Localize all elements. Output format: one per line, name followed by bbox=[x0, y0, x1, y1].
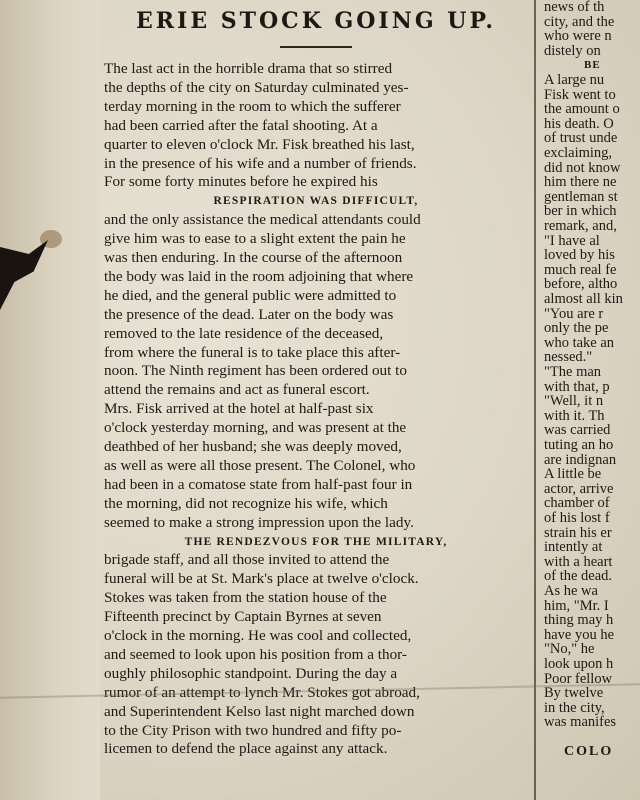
fragment-line: ber in which bbox=[544, 203, 617, 220]
article-line: and the only assistance the medical attendants could bbox=[104, 211, 421, 229]
article-line: terday morning in the room to which the sufferer bbox=[104, 97, 401, 115]
article-line: funeral will be at St. Mark's place at twelve o'clock. bbox=[104, 570, 419, 588]
fragment-line: tuting an ho bbox=[544, 437, 614, 453]
fragment-line: intently at bbox=[544, 539, 603, 556]
article-line: The last act in the horrible drama that so stirred bbox=[104, 60, 393, 77]
fragment-line: nessed." bbox=[544, 349, 593, 366]
fragment-line: strain his er bbox=[544, 524, 612, 541]
article-line: as well as were all those present. The Colonel, who bbox=[104, 456, 416, 474]
article-line: in the presence of his wife and a number of friends. bbox=[104, 154, 417, 172]
article-line: rumor of an attempt to lynch Mr. Stokes got abroad, bbox=[104, 683, 420, 701]
article-line: to the City Prison with two hundred and fifty po- bbox=[104, 721, 402, 739]
fragment-line: gentleman st bbox=[544, 188, 618, 205]
fragment-line: with that, p bbox=[544, 378, 610, 395]
fragment-line: chamber of bbox=[544, 495, 610, 512]
article-line: licemen to defend the place against any attack. bbox=[104, 740, 388, 758]
fragment-line: look upon h bbox=[544, 656, 614, 672]
fragment-line: By twelve bbox=[544, 685, 604, 702]
fragment-line: with it. Th bbox=[544, 407, 605, 424]
fragment-line: of his lost f bbox=[544, 510, 610, 526]
fragment-line: "I have al bbox=[544, 232, 600, 249]
article-line: quarter to eleven o'clock Mr. Fisk breathed his last, bbox=[104, 135, 415, 153]
fragment-line: did not know bbox=[544, 159, 621, 176]
fragment-line: Fisk went to bbox=[544, 86, 616, 103]
fragment-line: loved by his bbox=[544, 247, 615, 264]
fragment-line: exclaiming, bbox=[544, 145, 613, 161]
fragment-line: in the city, bbox=[544, 699, 605, 716]
article-line: seemed to make a strong impression upon the lady. bbox=[104, 513, 414, 531]
fragment-subhead: BE bbox=[584, 59, 601, 72]
fragment-line: remark, and, bbox=[544, 218, 617, 234]
main-article-column bbox=[104, 0, 528, 800]
article-line: oughly philosophic standpoint. During the day a bbox=[104, 664, 398, 682]
article-line: he died, and the general public were admitted to bbox=[104, 286, 397, 304]
article-line: had been in a comatose state from half-past four in bbox=[104, 475, 413, 493]
fragment-line: actor, arrive bbox=[544, 480, 614, 497]
fragment-line: only the pe bbox=[544, 320, 609, 337]
fragment-line: the amount o bbox=[544, 101, 620, 118]
article-subhead: THE RENDEZVOUS FOR THE MILITARY, bbox=[184, 535, 448, 548]
article-headline: ERIE STOCK GOING UP. bbox=[135, 8, 497, 34]
article-line: attend the remains and act as funeral escort. bbox=[104, 381, 370, 399]
article-line: Stokes was taken from the station house of the bbox=[104, 589, 387, 607]
fragment-line: distely on bbox=[544, 42, 601, 59]
fragment-line: "The man bbox=[544, 364, 602, 380]
fragment-line: him, "Mr. I bbox=[544, 597, 609, 614]
fragment-line: "Well, it n bbox=[544, 393, 604, 410]
article-line: brigade staff, and all those invited to attend the bbox=[104, 551, 390, 569]
article-subhead: RESPIRATION WAS DIFFICULT, bbox=[213, 195, 419, 208]
fragment-line: before, altho bbox=[544, 276, 618, 293]
fragment-line: "No," he bbox=[544, 641, 595, 658]
article-line: the morning, did not recognize his wife, which bbox=[104, 494, 388, 512]
fragment-line: his death. O bbox=[544, 115, 614, 132]
article-line: was then enduring. In the course of the afternoon bbox=[104, 249, 403, 266]
adjacent-column-fragment bbox=[540, 0, 640, 800]
article-line: the presence of the dead. Later on the body was bbox=[104, 305, 394, 323]
fragment-line: are indignan bbox=[544, 451, 617, 468]
fragment-line: Poor fellow bbox=[544, 670, 613, 687]
fragment-line: was carried bbox=[544, 422, 611, 439]
fragment-line: "You are r bbox=[544, 305, 604, 322]
fragment-line: much real fe bbox=[544, 261, 617, 278]
article-line: the body was laid in the room adjoining that where bbox=[104, 267, 414, 285]
article-line: Fifteenth precinct by Captain Byrnes at seven bbox=[104, 608, 382, 626]
fragment-line: of the dead. bbox=[544, 568, 613, 585]
fragment-line: him there ne bbox=[544, 174, 617, 191]
fragment-line: As he wa bbox=[544, 583, 598, 599]
article-line: removed to the late residence of the deceased, bbox=[104, 324, 384, 342]
column-divider bbox=[534, 0, 536, 800]
article-line: had been carried after the fatal shooting. At a bbox=[104, 116, 378, 134]
fragment-line: who were n bbox=[544, 28, 612, 45]
fragment-subhead: COLO bbox=[564, 743, 614, 759]
fragment-line: A little be bbox=[544, 466, 602, 483]
fragment-line: A large nu bbox=[544, 72, 605, 88]
article-line: o'clock yesterday morning, and was present at the bbox=[104, 419, 407, 437]
article-line: noon. The Ninth regiment has been ordered out to bbox=[104, 362, 407, 380]
article-line: the depths of the city on Saturday culminated yes- bbox=[104, 78, 409, 96]
fragment-line: thing may h bbox=[544, 612, 614, 629]
fragment-line: almost all kin bbox=[544, 291, 623, 307]
fragment-line: was manifes bbox=[544, 714, 617, 731]
article-line: Mrs. Fisk arrived at the hotel at half-past six bbox=[104, 400, 374, 418]
article-line: o'clock in the morning. He was cool and collected, bbox=[104, 627, 412, 644]
fragment-line: with a heart bbox=[544, 553, 613, 570]
article-line: and Superintendent Kelso last night marched down bbox=[104, 702, 415, 720]
fragment-line: have you he bbox=[544, 626, 615, 643]
fragment-line: of trust unde bbox=[544, 130, 618, 147]
article-line: from where the funeral is to take place this after- bbox=[104, 343, 401, 361]
article-line: deathbed of her husband; she was deeply moved, bbox=[104, 438, 402, 455]
fragment-line: city, and the bbox=[544, 13, 615, 30]
headline-rule bbox=[280, 46, 352, 48]
fragment-line: news of th bbox=[544, 0, 605, 15]
fragment-line: who take an bbox=[544, 334, 615, 351]
article-line: and seemed to look upon his position from a thor- bbox=[104, 645, 407, 663]
left-margin-edge bbox=[0, 0, 100, 800]
article-line: give him was to ease to a slight extent the pain he bbox=[104, 230, 406, 248]
article-line: For some forty minutes before he expired his bbox=[104, 173, 378, 191]
